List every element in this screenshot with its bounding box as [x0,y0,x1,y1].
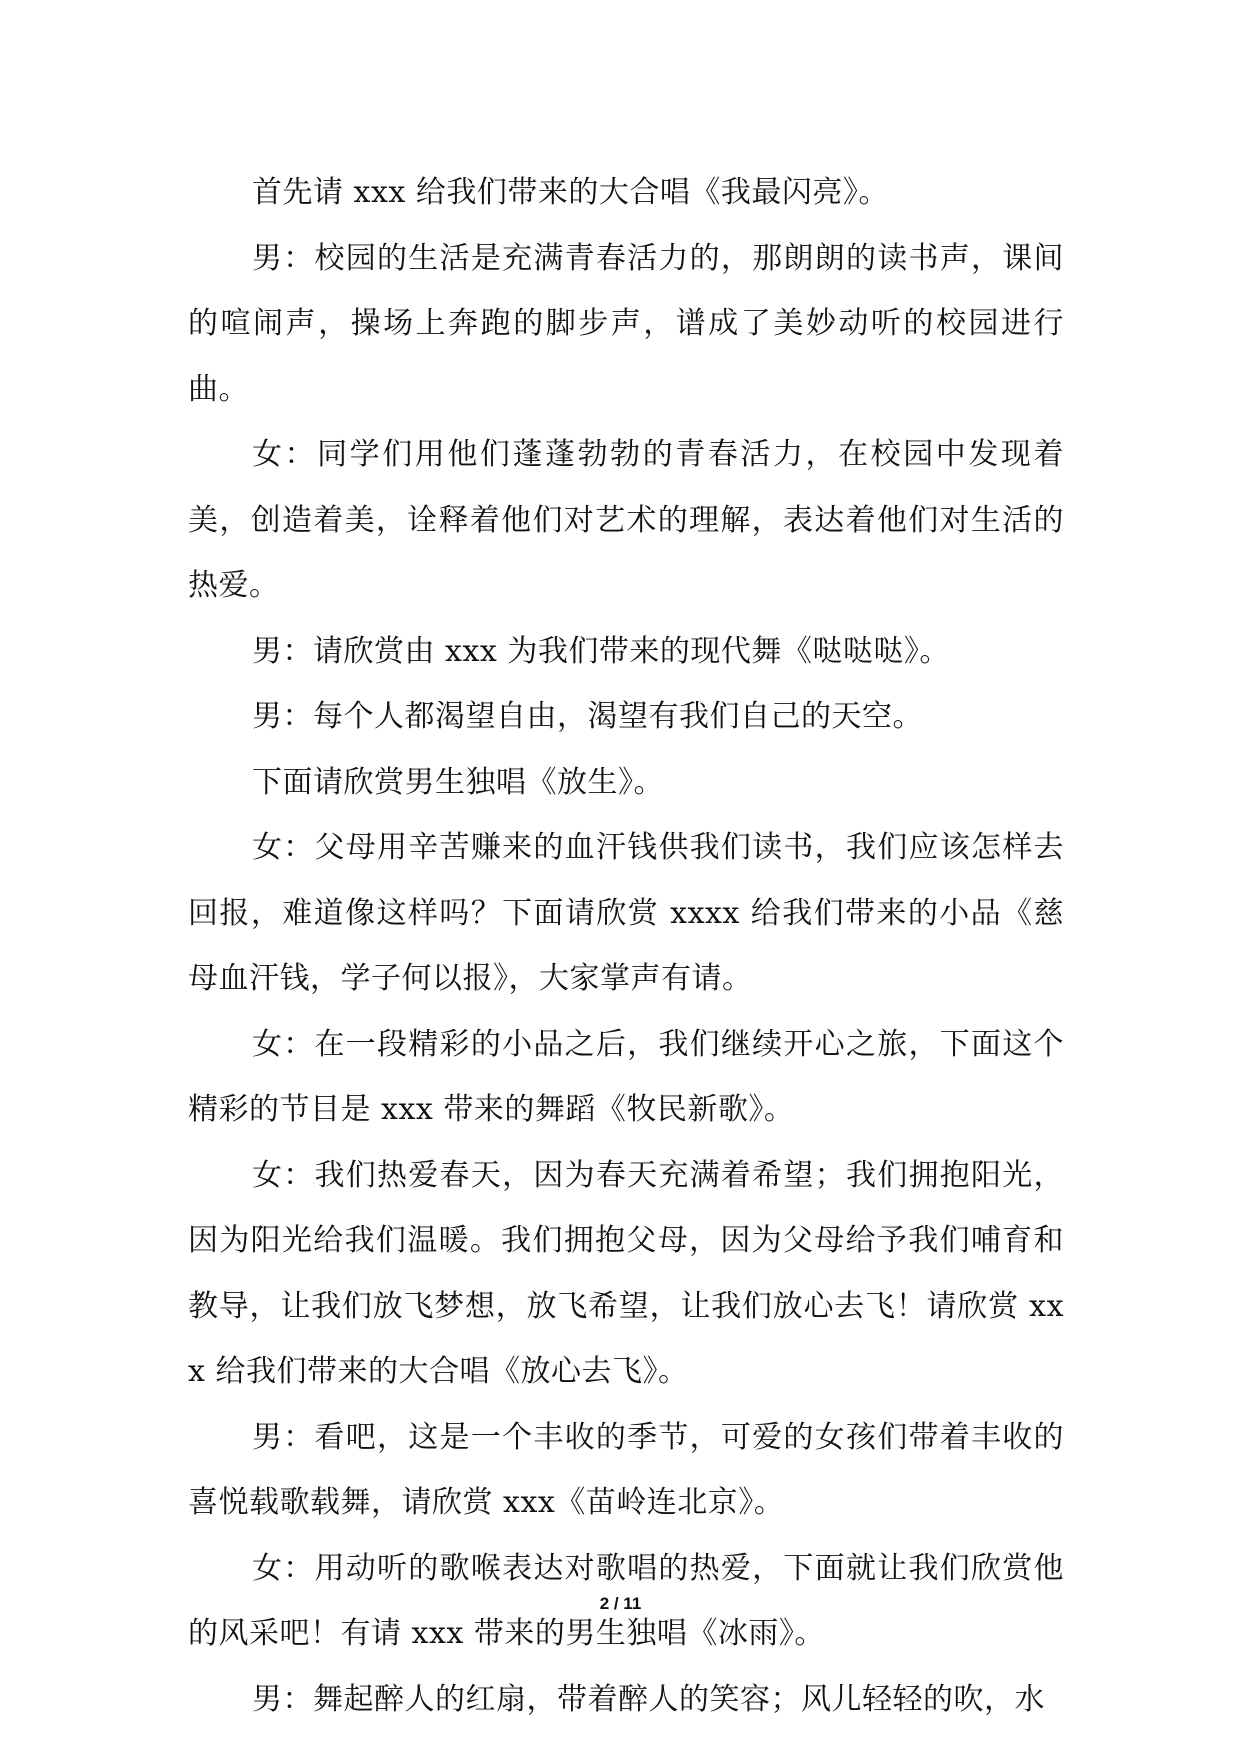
paragraph-11: 女：用动听的歌喉表达对歌唱的热爱，下面就让我们欣赏他的风采吧！有请 xxx 带来的男生独唱《冰雨》。 [188,1550,1064,1651]
paragraph-1: 首先请 xxx 给我们带来的大合唱《我最闪亮》。 [252,175,889,210]
paragraph-8: 女：在一段精彩的小品之后，我们继续开心之旅，下面这个精彩的节目是 xxx 带来的舞蹈《牧民新歌》。 [188,1026,1064,1127]
paragraph-4: 男：请欣赏由 xxx 为我们带来的现代舞《哒哒哒》。 [252,633,950,669]
paragraph-2: 男：校园的生活是充满青春活力的，那朗朗的读书声，课间的喧闹声，操场上奔跑的脚步声，谱成了美妙动听的校园进行曲。 [188,240,1064,407]
paragraph-9: 女：我们热爱春天，因为春天充满着希望；我们拥抱阳光，因为阳光给我们温暖。我们拥抱父母，因为父母给予我们哺育和教导，让我们放飞梦想，放飞希望，让我们放心去飞！请欣赏 xxx 给我们带来的大合唱《放心去飞》。 [188,1157,1064,1389]
paragraph-6: 下面请欣赏男生独唱《放生》。 [252,764,664,800]
paragraph-3: 女：同学们用他们蓬蓬勃勃的青春活力，在校园中发现着美，创造着美，诠释着他们对艺术的理解，表达着他们对生活的热爱。 [188,437,1064,603]
paragraph-7: 女：父母用辛苦赚来的血汗钱供我们读书，我们应该怎样去回报，难道像这样吗？下面请欣赏 xxxx 给我们带来的小品《慈母血汗钱，学子何以报》，大家掌声有请。 [188,830,1064,996]
page-number: 2 / 11 [599,1594,642,1613]
paragraph-5: 男：每个人都渴望自由，渴望有我们自己的天空。 [252,699,923,734]
paragraph-10: 男：看吧，这是一个丰收的季节，可爱的女孩们带着丰收的喜悦载歌载舞，请欣赏 xxx《苗岭连北京》。 [188,1419,1064,1520]
body-text [188,160,1064,1732]
paragraph-12: 男：舞起醉人的红扇，带着醉人的笑容；风儿轻轻的吹，水 [252,1681,1045,1717]
